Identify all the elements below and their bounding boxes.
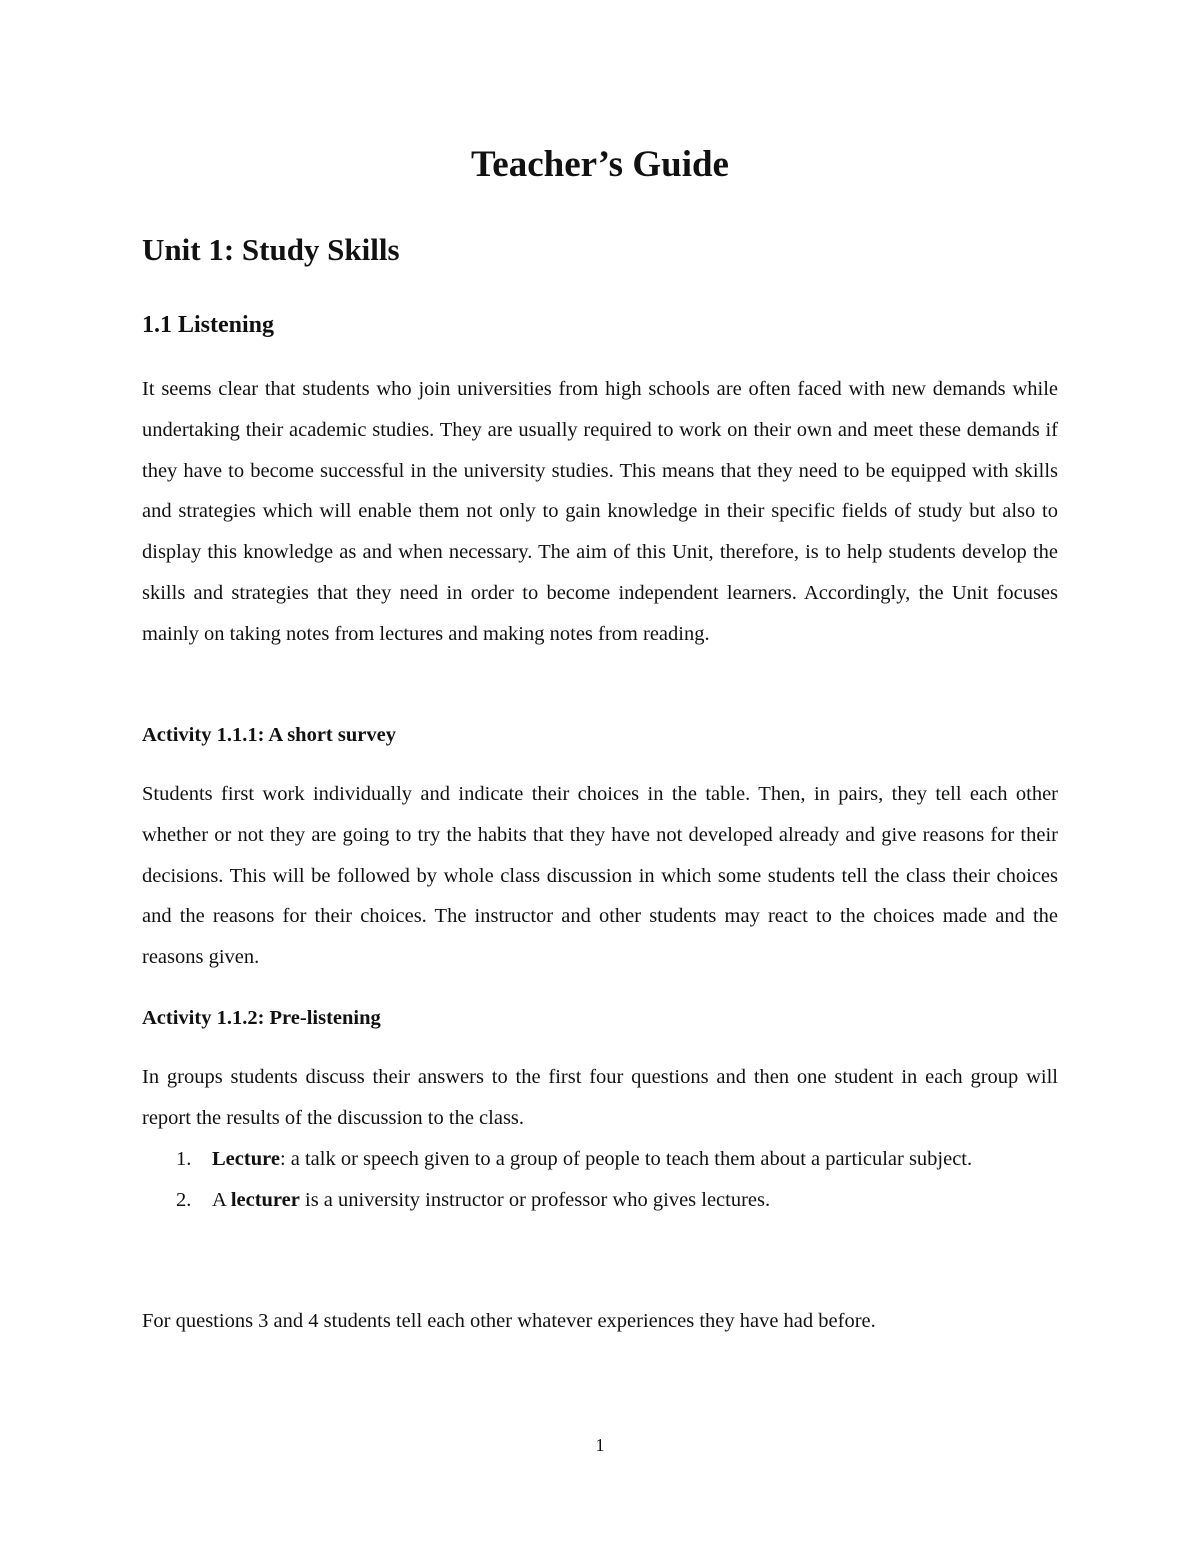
definition-item-lecture (142, 1139, 1058, 1180)
definition-term: lecturer (230, 1188, 300, 1211)
definition-item-lecturer (142, 1180, 1058, 1221)
definition-term: Lecture (212, 1148, 280, 1170)
definition-prefix: A (212, 1188, 231, 1211)
list-number: 1. (176, 1148, 192, 1170)
intro-paragraph: It seems clear that students who join universities from high schools are often faced with new demands while undertaking their academic studies. They are usually required to work on their own and meet these demands if they have to become successful in the university studies. This means that they need to be equipped with skills and strategies which will enable them not only to gain knowledge in their specific fields of study but also to display this knowledge as and when necessary. The aim of this Unit, therefore, is to help students develop the skills and strategies that they need in order to become independent learners. Accordingly, the Unit focuses mainly on taking notes from lectures and making notes from reading. (142, 378, 1058, 645)
definition-list (142, 1139, 1058, 1221)
document-title: Teacher’s Guide (471, 144, 729, 185)
unit-heading: Unit 1: Study Skills (142, 232, 400, 267)
activity-survey-paragraph: Students first work individually and indicate their choices in the table. Then, in pairs, they tell each other whether or not they are going to try the habits that they have not developed already and give reasons for their decisions. This will be followed by whole class discussion in which some students tell the class their choices and the reasons for their choices. The instructor and other students may react to the choices made and the reasons given. (142, 783, 1058, 969)
section-heading: 1.1 Listening (142, 312, 275, 338)
activity-prelistening-heading: Activity 1.1.2: Pre-listening (142, 1007, 381, 1029)
closing-paragraph: For questions 3 and 4 students tell each other whatever experiences they have had before. (142, 1310, 876, 1332)
definition-text: is a university instructor or professor who gives lectures. (299, 1188, 771, 1211)
page-number: 1 (595, 1435, 605, 1455)
activity-prelistening-paragraph: In groups students discuss their answers to the first four questions and then one student in each group will report the results of the discussion to the class. (142, 1066, 1058, 1129)
definition-text: : a talk or speech given to a group of people to teach them about a particular subject. (279, 1148, 973, 1170)
list-number: 2. (176, 1188, 192, 1211)
activity-survey-heading: Activity 1.1.1: A short survey (142, 724, 396, 746)
